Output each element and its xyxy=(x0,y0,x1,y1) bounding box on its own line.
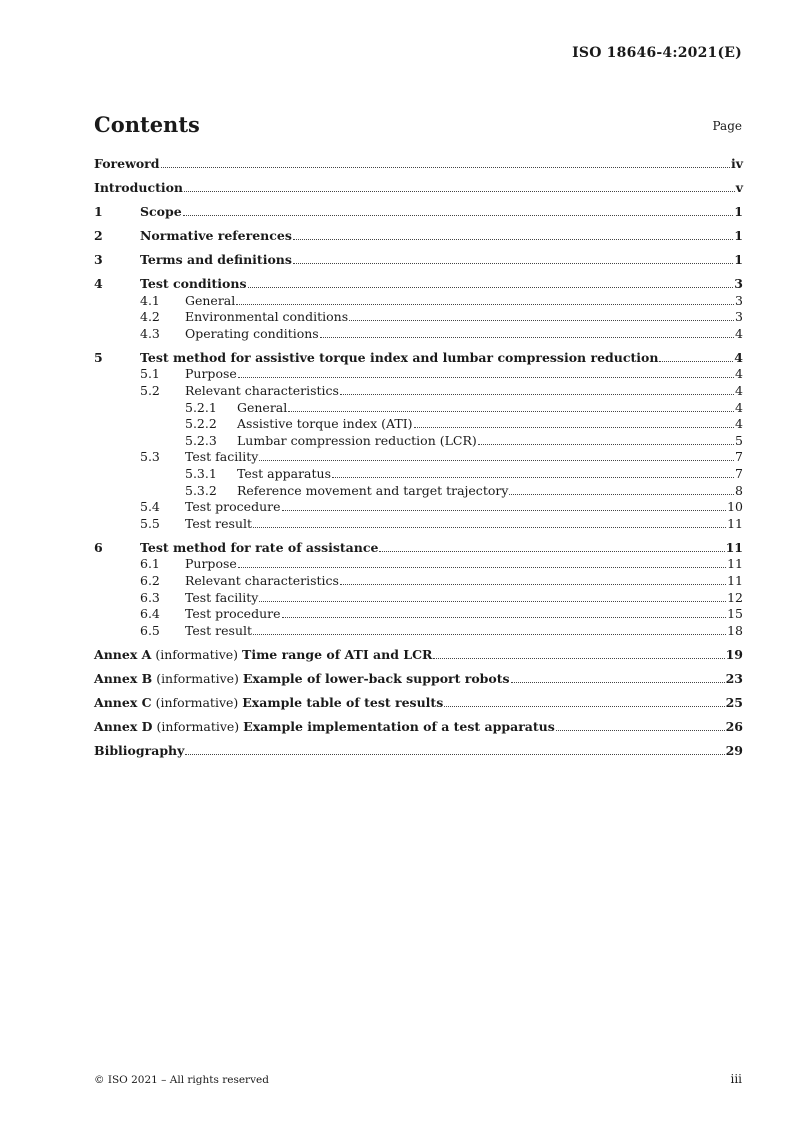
annex-note: (informative) xyxy=(155,694,239,710)
toc-entry-page: 5 xyxy=(735,432,743,448)
annex-label: Annex D xyxy=(94,718,153,734)
toc-entry[interactable] xyxy=(94,228,743,244)
annex-label: Annex C xyxy=(94,694,152,710)
toc-entry-page: 12 xyxy=(727,589,743,605)
toc-entry-title: Normative references xyxy=(140,228,292,243)
toc-entry-page: 19 xyxy=(725,646,743,662)
toc-entry[interactable] xyxy=(94,449,743,465)
toc-entry-page: 11 xyxy=(727,556,743,572)
dot-leader xyxy=(340,584,726,585)
toc-entry[interactable] xyxy=(94,647,743,663)
toc-entry-page: 11 xyxy=(727,515,743,531)
toc-entry[interactable] xyxy=(94,252,743,268)
toc-entry-page: 25 xyxy=(725,694,743,710)
toc-entry[interactable] xyxy=(94,433,743,449)
toc-entry[interactable] xyxy=(94,695,743,711)
contents-title: Contents xyxy=(94,112,200,137)
dot-leader xyxy=(238,567,726,568)
dot-leader xyxy=(478,444,734,445)
toc-entry-title: General xyxy=(237,399,288,415)
toc-entry[interactable] xyxy=(94,743,743,759)
toc-entry[interactable] xyxy=(94,499,743,515)
dot-leader xyxy=(248,287,734,288)
toc-entry-title: Relevant characteristics xyxy=(185,382,339,398)
toc-entry-page: 4 xyxy=(735,382,743,398)
toc-entry[interactable] xyxy=(94,276,743,292)
dot-leader xyxy=(185,754,724,755)
toc-entry-title xyxy=(94,647,432,663)
toc-entry-title: Test method for assistive torque index and lumbar compression reduction xyxy=(140,349,659,365)
dot-leader xyxy=(282,617,727,618)
toc-entry-page: 3 xyxy=(734,276,743,291)
toc-entry[interactable] xyxy=(94,466,743,482)
toc-entry[interactable] xyxy=(94,483,743,499)
toc-entry[interactable] xyxy=(94,606,743,622)
toc-entry-number: 6 xyxy=(94,539,103,555)
toc-entry-title: Test result xyxy=(185,515,253,531)
toc-entry-page: 18 xyxy=(727,622,743,638)
toc-entry-title: Test apparatus xyxy=(237,465,332,481)
annex-label: Annex A xyxy=(94,646,152,662)
toc-entry[interactable] xyxy=(94,671,743,687)
toc-entry-page: 3 xyxy=(735,292,743,308)
dot-leader xyxy=(414,427,735,428)
table-of-contents xyxy=(94,156,743,759)
toc-entry[interactable] xyxy=(94,293,743,309)
toc-entry-page: v xyxy=(735,180,743,195)
dot-leader xyxy=(293,239,733,240)
dot-leader xyxy=(288,411,734,412)
dot-leader xyxy=(253,634,726,635)
dot-leader xyxy=(433,658,724,659)
toc-entry-page: iv xyxy=(730,156,743,171)
toc-entry-number: 5 xyxy=(94,349,103,365)
toc-entry[interactable] xyxy=(94,573,743,589)
dot-leader xyxy=(320,337,734,338)
toc-entry-title: Assistive torque index (ATI) xyxy=(237,416,413,432)
toc-entry-number: 5.4 xyxy=(140,499,160,515)
toc-entry-page: 1 xyxy=(734,252,743,267)
toc-entry-number: 4.2 xyxy=(140,309,160,325)
toc-entry-title: Environmental conditions xyxy=(185,309,349,325)
dot-leader xyxy=(511,682,725,683)
dot-leader xyxy=(236,304,734,305)
toc-entry-number: 5.2 xyxy=(140,382,160,398)
toc-entry-title: Test result xyxy=(185,622,253,638)
toc-entry-title: Reference movement and target trajectory xyxy=(237,482,509,498)
toc-entry-number: 5.5 xyxy=(140,515,160,531)
dot-leader xyxy=(259,601,726,602)
toc-entry-page: 8 xyxy=(735,482,743,498)
toc-entry-title: Purpose xyxy=(185,556,237,572)
dot-leader xyxy=(659,361,733,362)
annex-title: Example of lower-back support robots xyxy=(242,670,510,686)
toc-entry[interactable] xyxy=(94,366,743,382)
toc-entry[interactable] xyxy=(94,540,743,556)
toc-entry-title: Test facility xyxy=(185,449,259,465)
toc-entry[interactable] xyxy=(94,416,743,432)
dot-leader xyxy=(556,730,725,731)
toc-entry-number: 2 xyxy=(94,228,103,243)
toc-entry-title: Introduction xyxy=(94,180,184,195)
toc-entry[interactable] xyxy=(94,204,743,220)
toc-entry-number: 5.2.1 xyxy=(185,399,217,415)
toc-entry[interactable] xyxy=(94,180,743,196)
dot-leader xyxy=(259,460,734,461)
toc-entry-number: 5.3.2 xyxy=(185,482,217,498)
dot-leader xyxy=(253,527,726,528)
toc-entry-title: Test procedure xyxy=(185,499,281,515)
toc-entry-title: Test facility xyxy=(185,589,259,605)
toc-entry-title: Terms and definitions xyxy=(140,252,292,267)
annex-note: (informative) xyxy=(155,646,239,662)
toc-entry[interactable] xyxy=(94,400,743,416)
toc-entry-title: Bibliography xyxy=(94,742,185,758)
toc-entry-page: 10 xyxy=(727,499,743,515)
toc-entry[interactable] xyxy=(94,719,743,735)
toc-entry-title: General xyxy=(185,292,236,308)
toc-entry-page: 3 xyxy=(735,309,743,325)
dot-leader xyxy=(293,263,733,264)
toc-entry[interactable] xyxy=(94,350,743,366)
toc-entry-title: Operating conditions xyxy=(185,325,319,341)
toc-entry-page: 4 xyxy=(735,325,743,341)
toc-entry-page: 15 xyxy=(727,606,743,622)
toc-entry[interactable] xyxy=(94,326,743,342)
toc-entry[interactable] xyxy=(94,156,743,172)
page-number: iii xyxy=(730,1072,742,1086)
toc-entry-title xyxy=(94,719,555,735)
toc-entry-number: 6.1 xyxy=(140,556,160,572)
toc-entry-page: 11 xyxy=(725,539,743,555)
toc-entry-number: 1 xyxy=(94,204,103,219)
toc-entry-page: 4 xyxy=(734,349,743,365)
toc-entry-number: 5.2.3 xyxy=(185,432,217,448)
toc-entry[interactable] xyxy=(94,623,743,639)
toc-entry-title: Scope xyxy=(140,204,182,219)
page-column-label: Page xyxy=(712,119,742,133)
toc-entry[interactable] xyxy=(94,590,743,606)
toc-entry-title: Purpose xyxy=(185,366,237,382)
toc-entry-number: 5.3.1 xyxy=(185,465,217,481)
toc-entry-page: 4 xyxy=(735,366,743,382)
toc-entry-title: Foreword xyxy=(94,156,160,171)
toc-entry-title: Test method for rate of assistance xyxy=(140,539,379,555)
toc-entry-title xyxy=(94,671,510,687)
toc-entry-title: Test conditions xyxy=(140,276,247,291)
dot-leader xyxy=(282,510,727,511)
toc-entry-number: 6.2 xyxy=(140,572,160,588)
annex-title: Example table of test results xyxy=(242,694,444,710)
toc-entry-number: 3 xyxy=(94,252,103,267)
standard-code: ISO 18646-4:2021(E) xyxy=(572,45,742,61)
toc-entry-number: 6.4 xyxy=(140,606,160,622)
toc-entry-title: Test procedure xyxy=(185,606,281,622)
toc-entry-page: 23 xyxy=(725,670,743,686)
dot-leader xyxy=(238,377,734,378)
toc-entry-number: 5.1 xyxy=(140,366,160,382)
dot-leader xyxy=(509,494,734,495)
toc-entry-page: 1 xyxy=(734,228,743,243)
dot-leader xyxy=(161,167,730,168)
toc-entry-page: 11 xyxy=(727,572,743,588)
toc-entry[interactable] xyxy=(94,556,743,572)
dot-leader xyxy=(444,706,724,707)
toc-entry[interactable] xyxy=(94,516,743,532)
dot-leader xyxy=(379,551,724,552)
toc-entry-page: 7 xyxy=(735,449,743,465)
dot-leader xyxy=(183,215,734,216)
toc-entry-number: 5.2.2 xyxy=(185,416,217,432)
toc-entry-page: 4 xyxy=(735,399,743,415)
dot-leader xyxy=(340,394,734,395)
dot-leader xyxy=(332,477,734,478)
toc-entry-title: Lumbar compression reduction (LCR) xyxy=(237,432,477,448)
toc-entry-page: 1 xyxy=(734,204,743,219)
annex-label: Annex B xyxy=(94,670,153,686)
toc-entry-number: 4 xyxy=(94,276,103,291)
toc-entry-title xyxy=(94,695,443,711)
annex-note: (informative) xyxy=(156,670,239,686)
toc-entry-number: 6.5 xyxy=(140,622,160,638)
copyright-notice: © ISO 2021 – All rights reserved xyxy=(94,1074,269,1086)
toc-entry-number: 4.1 xyxy=(140,292,160,308)
toc-entry-number: 5.3 xyxy=(140,449,160,465)
toc-entry[interactable] xyxy=(94,383,743,399)
annex-title: Time range of ATI and LCR xyxy=(242,646,433,662)
toc-entry-page: 26 xyxy=(725,718,743,734)
dot-leader xyxy=(184,191,735,192)
dot-leader xyxy=(349,320,734,321)
annex-note: (informative) xyxy=(156,718,240,734)
annex-title: Example implementation of a test apparatus xyxy=(243,718,555,734)
toc-entry-title: Relevant characteristics xyxy=(185,572,339,588)
toc-entry-page: 4 xyxy=(735,416,743,432)
toc-entry-number: 4.3 xyxy=(140,325,160,341)
toc-entry-page: 29 xyxy=(725,742,743,758)
toc-entry-number: 6.3 xyxy=(140,589,160,605)
toc-entry-page: 7 xyxy=(735,465,743,481)
toc-entry[interactable] xyxy=(94,309,743,325)
